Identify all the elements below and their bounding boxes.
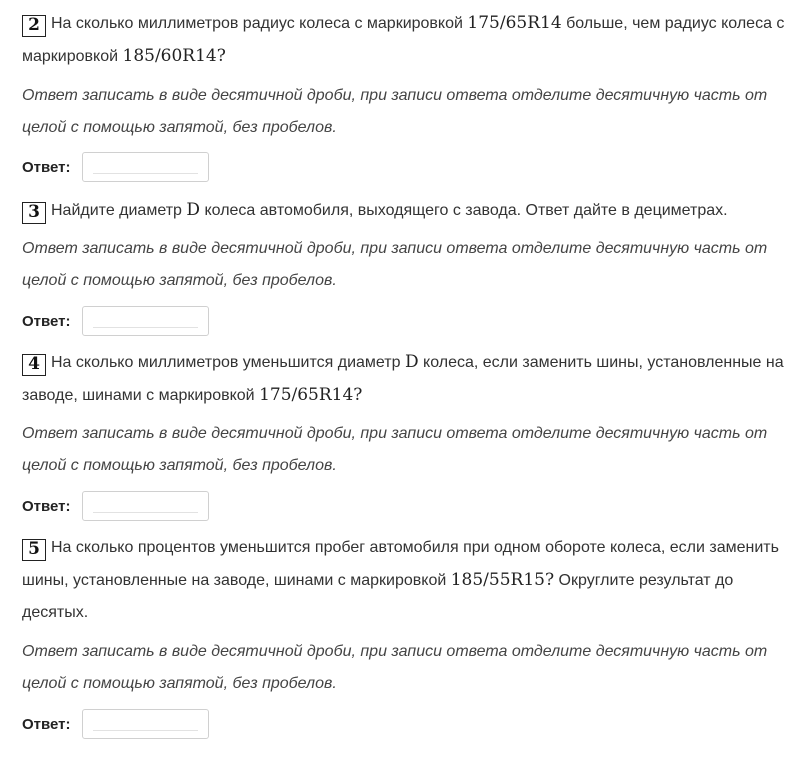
answer-instructions: Ответ записать в виде десятичной дроби, при записи ответа отделите десятичную часть от целой с помощью запятой, без пробелов.: [22, 643, 768, 692]
diameter-symbol: D: [186, 200, 201, 220]
question-number: 5: [22, 539, 46, 561]
answer-note-4: [22, 418, 792, 482]
answer-input-2[interactable]: [82, 152, 209, 182]
question-text: [22, 532, 792, 629]
question-number: 3: [22, 202, 46, 224]
tire-marking: 185/60R14?: [122, 46, 226, 66]
answer-instructions: Ответ записать в виде десятичной дроби, при записи ответа отделите десятичную часть от целой с помощью запятой, без пробелов.: [22, 240, 768, 289]
question-text: [22, 7, 792, 73]
diameter-symbol: D: [404, 352, 419, 372]
answer-row-2: [22, 151, 209, 183]
answer-label: Ответ:: [22, 312, 71, 330]
answer-label: Ответ:: [22, 158, 71, 176]
question-4: [22, 346, 792, 412]
question-text: [22, 194, 792, 227]
question-2: [22, 7, 792, 73]
question-text-part: На сколько процентов уменьшится пробег автомобиля при одном обороте колеса, если заменить шины, установленные на заводе, шинами с маркировкой: [22, 539, 779, 589]
tire-marking: 185/55R15?: [450, 570, 555, 590]
answer-row-3: [22, 305, 209, 337]
question-text-part: Найдите диаметр: [51, 202, 187, 219]
tire-marking: 175/65R14: [467, 13, 562, 33]
question-text: [22, 346, 792, 412]
answer-label: Ответ:: [22, 715, 71, 733]
answer-note-3: [22, 233, 792, 297]
question-text-part: Округлите результат до десятых.: [22, 572, 734, 621]
question-number: 4: [22, 354, 46, 376]
question-text-part: колеса автомобиля, выходящего с завода. Ответ дайте в дециметрах.: [200, 202, 728, 219]
answer-note-2: [22, 80, 792, 144]
answer-note-5: [22, 636, 792, 700]
tire-marking: 175/65R14?: [259, 385, 363, 405]
answer-row-5: [22, 708, 209, 740]
question-text-part: больше, чем радиус колеса с маркировкой: [22, 15, 785, 65]
answer-input-4[interactable]: [82, 491, 209, 521]
answer-row-4: [22, 490, 209, 522]
question-text-part: колеса, если заменить шины, установленные на заводе, шинами с маркировкой: [22, 354, 784, 404]
answer-instructions: Ответ записать в виде десятичной дроби, при записи ответа отделите десятичную часть от целой с помощью запятой, без пробелов.: [22, 87, 768, 136]
answer-input-3[interactable]: [82, 306, 209, 336]
question-text-part: На сколько миллиметров уменьшится диаметр: [51, 354, 405, 371]
question-text-part: На сколько миллиметров радиус колеса с маркировкой: [51, 15, 468, 32]
question-5: [22, 532, 792, 629]
question-3: [22, 194, 792, 227]
answer-input-5[interactable]: [82, 709, 209, 739]
answer-instructions: Ответ записать в виде десятичной дроби, при записи ответа отделите десятичную часть от целой с помощью запятой, без пробелов.: [22, 425, 768, 474]
answer-label: Ответ:: [22, 497, 71, 515]
question-number: 2: [22, 15, 46, 37]
